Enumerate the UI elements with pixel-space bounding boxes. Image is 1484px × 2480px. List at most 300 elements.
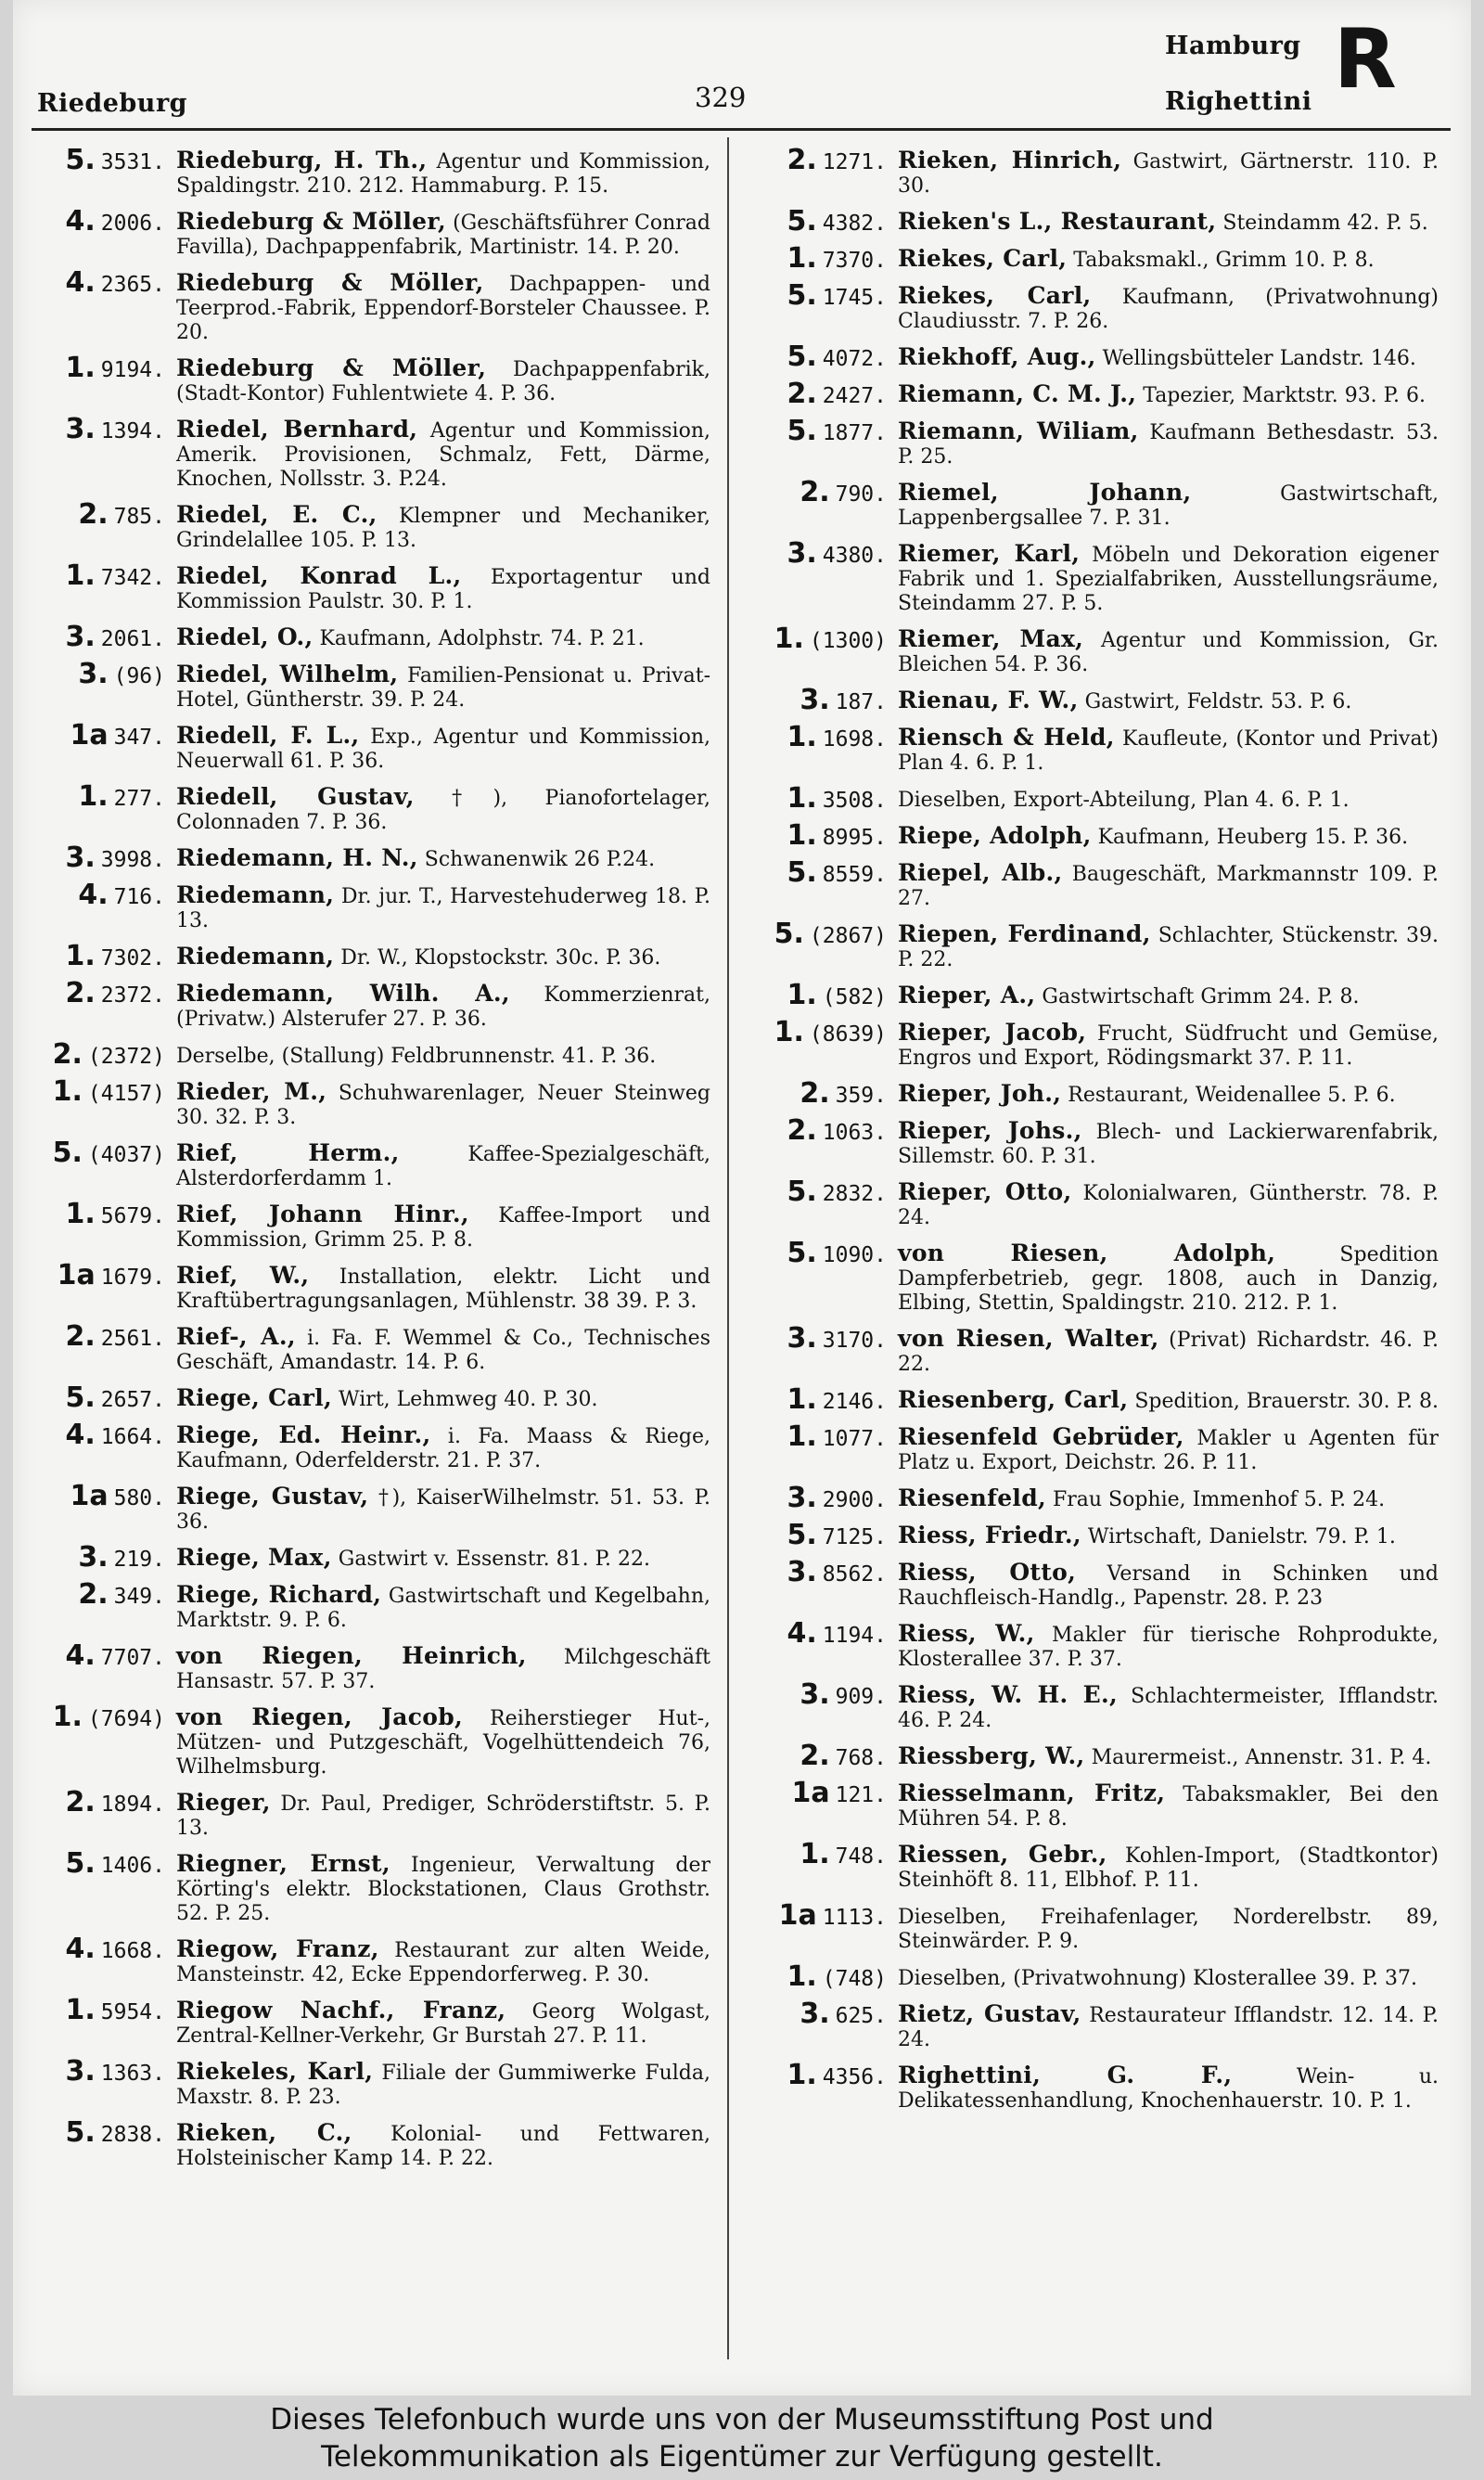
entry-name: Riensch & Held, xyxy=(898,724,1115,751)
entry-details: Schwanenwik 26 P.24. xyxy=(417,848,656,871)
entry-name: Riege, Richard, xyxy=(176,1581,382,1608)
directory-entry xyxy=(748,1237,1439,1316)
exchange-code: 5. xyxy=(787,1176,817,1208)
entry-text xyxy=(176,1852,710,1926)
exchange-code: 5. xyxy=(774,918,804,950)
entry-name: Riedeburg & Möller, xyxy=(176,269,484,296)
entry-text xyxy=(176,982,710,1032)
directory-entry xyxy=(748,819,1439,852)
exchange-code: 1. xyxy=(78,780,109,813)
exchange-code: 1a xyxy=(70,1480,109,1512)
entry-number xyxy=(35,1320,176,1375)
directory-entry xyxy=(748,1114,1439,1169)
phone-number: 9194. xyxy=(100,358,165,382)
entry-text xyxy=(176,1325,710,1375)
exchange-code: 4. xyxy=(787,1617,817,1650)
directory-entry xyxy=(35,1639,710,1694)
directory-entry xyxy=(748,537,1439,616)
phone-number: (7694) xyxy=(87,1707,165,1731)
directory-entry xyxy=(35,977,711,1032)
directory-entry xyxy=(35,1198,710,1253)
entry-name: Riege, Ed. Heinr., xyxy=(176,1421,431,1448)
entry-text xyxy=(898,382,1439,408)
entry-details: Kohlen-Import, (Stadtkontor) Steinhöft 8. 11, Elbhof. P. 11. xyxy=(898,1844,1439,1892)
entry-details: Gastwirtschaft, Lappenbergsallee 7. P. 31. xyxy=(898,482,1439,530)
entry-text xyxy=(176,1043,710,1069)
entry-details: Kaufleute, (Kontor und Privat) Plan 4. 6. P. 1. xyxy=(898,727,1439,775)
entry-name: Riessen, Gebr., xyxy=(898,1841,1107,1868)
exchange-code: 4. xyxy=(78,879,109,911)
exchange-code: 5. xyxy=(65,1847,96,1880)
entry-text xyxy=(898,247,1439,273)
phone-number: 7342. xyxy=(100,566,165,590)
entry-details: Gastwirtschaft Grimm 24. P. 8. xyxy=(1035,985,1360,1009)
entry-name: Riess, W. H. E., xyxy=(898,1681,1119,1708)
entry-text xyxy=(898,1021,1439,1071)
running-head-left: Riedeburg xyxy=(37,89,188,118)
phone-number: 909. xyxy=(835,1685,887,1709)
exchange-code: 2. xyxy=(78,1578,109,1611)
entry-number xyxy=(35,1786,176,1841)
directory-entry xyxy=(35,1038,710,1071)
directory-entry xyxy=(748,1617,1439,1672)
directory-entry xyxy=(35,1994,710,2049)
directory-entry xyxy=(748,1740,1439,1772)
entry-number xyxy=(748,205,898,238)
entry-number xyxy=(748,1838,898,1893)
entry-details: Gastwirt v. Essenstr. 81. P. 22. xyxy=(331,1548,650,1571)
exchange-code: 3. xyxy=(800,1678,830,1711)
entry-name: von Riesen, Adolph, xyxy=(898,1240,1276,1266)
entry-text xyxy=(898,1904,1439,1954)
entry-number xyxy=(35,2116,176,2171)
phone-number: 187. xyxy=(835,690,887,714)
directory-entry xyxy=(748,684,1439,716)
entry-text xyxy=(176,1998,710,2049)
exchange-code: 1. xyxy=(65,940,96,972)
phone-number: (582) xyxy=(822,985,887,1009)
entry-name: Riekeles, Karl, xyxy=(176,2058,374,2085)
entry-number xyxy=(748,1077,898,1110)
entry-number xyxy=(748,476,898,531)
directory-entry xyxy=(748,1482,1439,1514)
entry-number xyxy=(35,413,176,492)
entry-name: Riemel, Johann, xyxy=(898,479,1192,506)
exchange-code: 2. xyxy=(65,977,96,1009)
exchange-code: 4. xyxy=(65,1419,96,1451)
exchange-code: 1a xyxy=(778,1899,817,1932)
directory-entry xyxy=(748,1777,1439,1831)
phone-number: 277. xyxy=(113,787,165,811)
phone-number: (1300) xyxy=(809,629,887,653)
entry-number xyxy=(748,1740,898,1772)
directory-entry xyxy=(35,1259,710,1314)
entry-details: Kaufmann, (Privatwohnung) Claudiusstr. 7. P. 26. xyxy=(898,286,1439,333)
entry-number xyxy=(748,1556,898,1611)
phone-number: 5954. xyxy=(100,2000,165,2024)
exchange-code: 3. xyxy=(787,1556,817,1588)
entry-number xyxy=(748,819,898,852)
exchange-code: 3. xyxy=(800,684,830,716)
entry-number xyxy=(35,1137,176,1191)
entry-number xyxy=(35,1578,176,1633)
phone-number: 2561. xyxy=(100,1327,165,1351)
entry-text xyxy=(898,210,1439,236)
entry-number xyxy=(35,842,176,874)
directory-entry xyxy=(35,1480,710,1535)
exchange-code: 4. xyxy=(65,1639,96,1672)
entry-number xyxy=(35,559,176,614)
entry-name: Riepel, Alb., xyxy=(898,859,1063,886)
exchange-code: 5. xyxy=(787,415,817,447)
phone-number: 2146. xyxy=(822,1390,887,1414)
phone-number: 2832. xyxy=(822,1182,887,1206)
entry-text xyxy=(898,1327,1439,1377)
running-head-right: Righettini xyxy=(1165,87,1312,116)
entry-details: Tabaksmakl., Grimm 10. P. 8. xyxy=(1067,249,1375,272)
phone-number: 2657. xyxy=(100,1388,165,1412)
entry-text xyxy=(176,148,710,199)
phone-number: 1113. xyxy=(822,1906,887,1930)
entry-text xyxy=(176,2121,710,2171)
entry-number xyxy=(35,1381,176,1414)
exchange-code: 3. xyxy=(787,537,817,570)
phone-number: 7125. xyxy=(822,1525,887,1549)
entry-details: Schuhwarenlager, Neuer Steinweg 30. 32. P. 3. xyxy=(176,1082,710,1129)
entry-number xyxy=(748,979,898,1011)
directory-entry xyxy=(35,1419,710,1473)
entry-details: Restaurant, Weidenallee 5. P. 6. xyxy=(1061,1084,1396,1107)
directory-entry xyxy=(748,623,1439,677)
entry-number xyxy=(35,621,176,653)
exchange-code: 1. xyxy=(787,1960,817,1993)
phone-number: 7370. xyxy=(822,249,887,273)
entry-text xyxy=(898,1781,1439,1831)
entry-name: Riesenberg, Carl, xyxy=(898,1386,1129,1413)
entry-text xyxy=(176,1546,710,1572)
header-rule xyxy=(32,128,1451,131)
entry-number xyxy=(748,623,898,677)
entry-text xyxy=(176,662,710,713)
entry-name: Riedell, F. L., xyxy=(176,722,360,749)
entry-details: Spedition, Brauerstr. 30. P. 8. xyxy=(1128,1390,1439,1413)
footer-notice xyxy=(0,2396,1484,2480)
exchange-code: 2. xyxy=(800,1740,830,1772)
entry-name: Riedel, E. C., xyxy=(176,501,377,528)
directory-entry xyxy=(35,1381,710,1414)
entry-details: Dieselben, (Privatwohnung) Klosterallee 39. P. 37. xyxy=(898,1967,1417,1990)
entry-number xyxy=(748,378,898,410)
entry-name: Rietz, Gustav, xyxy=(898,2000,1081,2027)
entry-details: Schlachter, Stückenstr. 39. P. 22. xyxy=(898,924,1439,971)
exchange-code: 5. xyxy=(787,205,817,238)
entry-details: Kaufmann Bethesdastr. 53. P. 25. xyxy=(898,421,1439,469)
directory-page xyxy=(13,0,1471,2396)
exchange-code: 2. xyxy=(65,1786,96,1818)
phone-number: (2867) xyxy=(809,924,887,948)
exchange-code: 2. xyxy=(78,498,109,531)
entry-details: Agentur und Kommission, Amerik. Provisionen, Schmalz, Fett, Därme, Knochen, Nollsstr. 3. P.24. xyxy=(176,419,710,491)
section-letter: R xyxy=(1334,11,1397,107)
entry-number xyxy=(35,1480,176,1535)
exchange-code: 3. xyxy=(65,2055,96,2088)
directory-entry xyxy=(35,559,710,614)
directory-entry xyxy=(35,780,710,835)
entry-text xyxy=(898,542,1439,616)
entry-number xyxy=(35,1075,176,1130)
phone-number: (2372) xyxy=(87,1045,165,1069)
entry-details: Wellingsbütteler Landstr. 146. xyxy=(1095,347,1416,370)
entry-name: Riessberg, W., xyxy=(898,1742,1085,1769)
exchange-code: 3. xyxy=(65,842,96,874)
directory-entry xyxy=(35,2116,710,2171)
entry-text xyxy=(898,1965,1439,1991)
exchange-code: 1a xyxy=(791,1777,830,1809)
exchange-code: 3. xyxy=(65,621,96,653)
phone-number: (4037) xyxy=(87,1143,165,1167)
entry-name: Riess, Otto, xyxy=(898,1559,1077,1586)
entry-text xyxy=(898,1388,1439,1414)
phone-number: 2900. xyxy=(822,1488,887,1512)
entry-number xyxy=(35,1847,176,1926)
entry-name: Rief, Herm., xyxy=(176,1139,400,1166)
entry-name: Rieken's L., Restaurant, xyxy=(898,208,1217,235)
exchange-code: 1. xyxy=(65,1198,96,1230)
entry-name: Riegner, Ernst, xyxy=(176,1850,390,1877)
phone-number: 1406. xyxy=(100,1854,165,1878)
exchange-code: 1. xyxy=(52,1075,83,1108)
entry-text xyxy=(176,271,710,345)
exchange-code: 5. xyxy=(65,1381,96,1414)
entry-name: Riemer, Karl, xyxy=(898,540,1081,567)
phone-number: 716. xyxy=(113,885,165,909)
phone-number: 3998. xyxy=(100,848,165,872)
exchange-code: 2. xyxy=(52,1038,83,1071)
entry-name: Riesselmann, Fritz, xyxy=(898,1780,1166,1806)
directory-entry xyxy=(35,621,710,653)
entry-text xyxy=(898,2063,1439,2114)
phone-number: 1063. xyxy=(822,1121,887,1145)
entry-name: Rieken, C., xyxy=(176,2119,352,2146)
entry-name: Riess, W., xyxy=(898,1620,1035,1647)
entry-text xyxy=(176,210,710,260)
entry-number xyxy=(748,415,898,469)
entry-name: Rieper, Otto, xyxy=(898,1178,1072,1205)
exchange-code: 1. xyxy=(787,1420,817,1453)
entry-number xyxy=(748,1176,898,1230)
exchange-code: 5. xyxy=(787,1519,817,1551)
right-column xyxy=(748,144,1439,2125)
entry-text xyxy=(898,861,1439,911)
entry-details: Restaurateur Ifflandstr. 12. 14. P. 24. xyxy=(898,2004,1439,2051)
entry-text xyxy=(898,1622,1439,1672)
entry-name: Rienau, F. W., xyxy=(898,687,1079,713)
phone-number: 7707. xyxy=(100,1646,165,1670)
entry-name: Riekhoff, Aug., xyxy=(898,343,1096,370)
entry-number xyxy=(35,1639,176,1694)
entry-text xyxy=(898,1119,1439,1169)
exchange-code: 3. xyxy=(78,1541,109,1574)
entry-text xyxy=(176,846,710,872)
phone-number: 1894. xyxy=(100,1793,165,1817)
entry-number xyxy=(35,1541,176,1574)
entry-details: Restaurant zur alten Weide, Mansteinstr. 42, Ecke Eppendorferweg. P. 30. xyxy=(176,1939,710,1986)
entry-number xyxy=(35,205,176,260)
entry-text xyxy=(176,2060,710,2110)
phone-number: (748) xyxy=(822,1967,887,1991)
directory-entry xyxy=(35,1701,710,1780)
entry-number xyxy=(35,879,176,933)
entry-details: (Geschäftsführer Conrad Favilla), Dachpappenfabrik, Martinistr. 14. P. 20. xyxy=(176,212,710,259)
phone-number: 4072. xyxy=(822,347,887,371)
entry-name: Riedel, Bernhard, xyxy=(176,416,418,443)
entry-number xyxy=(748,1998,898,2052)
entry-details: Exportagentur und Kommission Paulstr. 30. P. 1. xyxy=(176,566,710,613)
phone-number: 768. xyxy=(835,1746,887,1770)
directory-entry xyxy=(35,842,710,874)
entry-details: Makler u Agenten für Platz u. Export, Deichstr. 26. P. 11. xyxy=(898,1427,1439,1474)
entry-name: Riemer, Max, xyxy=(898,625,1084,652)
directory-entry xyxy=(748,856,1439,911)
entry-number xyxy=(748,1678,898,1733)
entry-details: Blech- und Lackierwarenfabrik, Sillemstr. 60. P. 31. xyxy=(898,1121,1439,1168)
entry-name: Riedel, Wilhelm, xyxy=(176,661,399,687)
phone-number: 790. xyxy=(835,482,887,507)
phone-number: 785. xyxy=(113,505,165,529)
entry-number xyxy=(35,1198,176,1253)
phone-number: 2061. xyxy=(100,627,165,651)
phone-number: 1664. xyxy=(100,1425,165,1449)
phone-number: 219. xyxy=(113,1548,165,1572)
entry-details: Baugeschäft, Markmannstr 109. P. 27. xyxy=(898,863,1439,910)
phone-number: 3531. xyxy=(100,150,165,174)
entry-name: Riess, Friedr., xyxy=(898,1522,1081,1548)
entry-number xyxy=(35,352,176,406)
entry-number xyxy=(35,1933,176,1987)
entry-details: Gastwirt, Feldstr. 53. P. 6. xyxy=(1078,690,1352,713)
phone-number: 3508. xyxy=(822,789,887,813)
entry-number xyxy=(748,918,898,972)
entry-number xyxy=(748,341,898,373)
entry-name: Riedemann, Wilh. A., xyxy=(176,980,510,1007)
exchange-code: 2. xyxy=(787,378,817,410)
directory-entry xyxy=(35,498,711,553)
entry-number xyxy=(748,242,898,275)
entry-text xyxy=(176,1937,710,1987)
phone-number: (96) xyxy=(113,664,165,688)
entry-text xyxy=(898,1561,1439,1611)
entry-details: Wirtschaft, Danielstr. 79. P. 1. xyxy=(1081,1525,1396,1548)
directory-entry xyxy=(748,979,1439,1011)
entry-details: Exp., Agentur und Kommission, Neuerwall 61. P. 36. xyxy=(176,726,710,773)
entry-number xyxy=(35,1038,176,1071)
entry-details: Gastwirt, Gärtnerstr. 110. P. 30. xyxy=(898,150,1439,198)
entry-name: Riepe, Adolph, xyxy=(898,822,1092,849)
entry-number xyxy=(748,144,898,199)
exchange-code: 1. xyxy=(52,1701,83,1733)
phone-number: 580. xyxy=(113,1486,165,1510)
phone-number: 1668. xyxy=(100,1939,165,1963)
entry-details: Versand in Schinken und Rauchfleisch-Handlg., Papenstr. 28. P. 23 xyxy=(898,1562,1439,1610)
directory-entry xyxy=(748,378,1439,410)
exchange-code: 1. xyxy=(65,352,96,384)
exchange-code: 1. xyxy=(774,1016,804,1048)
phone-number: 748. xyxy=(835,1844,887,1869)
entry-text xyxy=(898,148,1439,199)
exchange-code: 1. xyxy=(787,979,817,1011)
entry-details: Ingenieur, Verwaltung der Körting's elektr. Blockstationen, Claus Grothstr. 52. P. 25. xyxy=(176,1854,710,1925)
phone-number: 625. xyxy=(835,2004,887,2028)
directory-entry xyxy=(35,1137,710,1191)
entry-details: Reiherstieger Hut-, Mützen- und Putzgeschäft, Vogelhüttendeich 76, Wilhelmsburg. xyxy=(176,1707,710,1779)
entry-name: Rief, Johann Hinr., xyxy=(176,1201,469,1227)
entry-details: i. Fa. F. Wemmel & Co., Technisches Geschäft, Amandastr. 14. P. 6. xyxy=(176,1327,710,1374)
exchange-code: 1. xyxy=(65,1994,96,2026)
entry-details: Möbeln und Dekoration eigener Fabrik und 1. Spezialfabriken, Ausstellungsräume, Steindamm 27. P. 5. xyxy=(898,544,1439,615)
entry-name: Rieken, Hinrich, xyxy=(898,147,1122,173)
entry-details: Derselbe, (Stallung) Feldbrunnenstr. 41. P. 36. xyxy=(176,1045,657,1068)
entry-number xyxy=(35,144,176,199)
phone-number: 4356. xyxy=(822,2065,887,2089)
entry-number xyxy=(35,2055,176,2110)
entry-name: von Riegen, Heinrich, xyxy=(176,1642,527,1669)
entry-text xyxy=(898,922,1439,972)
entry-text xyxy=(898,688,1439,714)
phone-number: 347. xyxy=(113,726,165,750)
exchange-code: 4. xyxy=(65,1933,96,1965)
entry-text xyxy=(176,503,710,553)
entry-details: Gastwirtschaft und Kegelbahn, Marktstr. 9. P. 6. xyxy=(176,1585,710,1632)
entry-details: Makler für tierische Rohprodukte, Klosterallee 37. P. 37. xyxy=(898,1624,1439,1671)
directory-entry xyxy=(748,918,1439,972)
entry-details: Kolonial- und Fettwaren, Holsteinischer Kamp 14. P. 22. xyxy=(176,2123,710,2170)
entry-name: Riedell, Gustav, xyxy=(176,783,415,810)
entry-name: Riedemann, xyxy=(176,943,335,970)
entry-details: Schlachtermeister, Ifflandstr. 46. P. 24. xyxy=(898,1685,1439,1732)
entry-details: Klempner und Mechaniker, Grindelallee 105. P. 13. xyxy=(176,505,711,552)
running-head-city: Hamburg xyxy=(1165,32,1301,60)
entry-details: Kaufmann, Adolphstr. 74. P. 21. xyxy=(313,627,645,650)
phone-number: 1194. xyxy=(822,1624,887,1648)
entry-number xyxy=(748,1383,898,1416)
entry-details: Frau Sophie, Immenhof 5. P. 24. xyxy=(1045,1488,1386,1511)
entry-text xyxy=(898,345,1439,371)
entry-details: Spedition Dampferbetrieb, gegr. 1808, auch in Danzig, Elbing, Stettin, Spaldingstr. 210. 212. P. 1. xyxy=(898,1243,1439,1315)
directory-entry xyxy=(748,2059,1439,2114)
exchange-code: 1. xyxy=(800,1838,830,1870)
entry-text xyxy=(176,1423,710,1473)
entry-number xyxy=(748,1420,898,1475)
entry-name: Rief, W., xyxy=(176,1262,310,1289)
entry-text xyxy=(898,419,1439,469)
entry-number xyxy=(35,658,176,713)
exchange-code: 2. xyxy=(800,1077,830,1110)
entry-details: Agentur und Kommission, Gr. Bleichen 54. P. 36. xyxy=(898,629,1439,676)
entry-number xyxy=(748,537,898,616)
entry-details: †), Pianofortelager, Colonnaden 7. P. 36. xyxy=(176,787,710,834)
entry-text xyxy=(176,1705,710,1780)
exchange-code: 4. xyxy=(65,266,96,299)
directory-entry xyxy=(748,782,1439,815)
entry-text xyxy=(898,627,1439,677)
exchange-code: 3. xyxy=(787,1482,817,1514)
entry-text xyxy=(176,625,710,651)
exchange-code: 1. xyxy=(787,2059,817,2091)
exchange-code: 5. xyxy=(65,144,96,176)
entry-text xyxy=(898,2002,1439,2052)
entry-text xyxy=(898,1843,1439,1893)
entry-number xyxy=(748,1482,898,1514)
